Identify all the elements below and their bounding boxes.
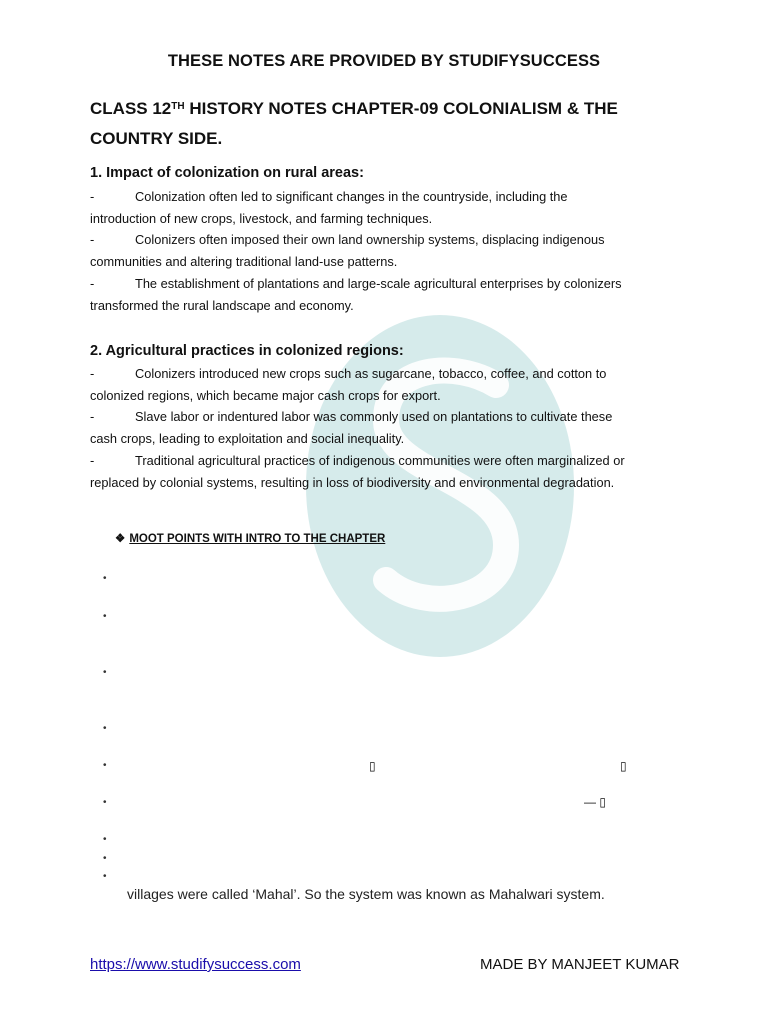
moot-points-label: MOOT POINTS WITH INTRO TO THE CHAPTER (129, 533, 386, 545)
chapter-title-line2: COUNTRY SIDE. (90, 129, 223, 148)
bullet-icon: • (103, 573, 107, 584)
dash-marker: - (90, 409, 95, 425)
dash-marker: - (90, 275, 95, 291)
section-1-body (90, 186, 690, 316)
chapter-title-sup: TH (171, 101, 185, 112)
section-2-line: - Slave labor or indentured labor was commonly used on plantations to cultivate these (90, 406, 690, 428)
dash-marker: - (90, 452, 95, 468)
mahalwari-sentence: villages were called ‘Mahal’. So the system was known as Mahalwari system. (127, 886, 605, 902)
section-1-line: communities and altering traditional land-use patterns. (90, 254, 398, 270)
moot-points-heading (115, 531, 385, 545)
section-2-heading: 2. Agricultural practices in colonized regions: (90, 343, 404, 359)
section-1-line: introduction of new crops, livestock, and farming techniques. (90, 210, 433, 226)
section-2-line: replaced by colonial systems, resulting in loss of biodiversity and environmental degradation. (90, 474, 615, 490)
section-1-line: - Colonizers often imposed their own land ownership systems, displacing indigenous (90, 229, 690, 251)
chapter-title-rest: HISTORY NOTES CHAPTER-09 COLONIALISM & THE (184, 99, 618, 118)
bullet-icon: • (103, 834, 107, 845)
bullet-icon: • (103, 797, 107, 808)
section-1-heading: 1. Impact of colonization on rural areas: (90, 165, 364, 181)
footer-website-link[interactable]: https://www.studifysuccess.com (90, 956, 301, 973)
section-1-line: - Colonization often led to significant changes in the countryside, including the (90, 186, 690, 208)
missing-glyph-box: ▯ (369, 759, 376, 773)
diamond-icon: ❖ (115, 533, 126, 545)
section-2-line: colonized regions, which became major cash crops for export. (90, 387, 441, 403)
section-2-line: - Colonizers introduced new crops such as sugarcane, tobacco, coffee, and cotton to (90, 363, 690, 385)
chapter-title-prefix: CLASS 12 (90, 99, 172, 118)
footer-author: MADE BY MANJEET KUMAR (480, 956, 680, 973)
bullet-icon: • (103, 853, 107, 864)
bullet-icon: • (103, 760, 107, 771)
bullet-icon: • (103, 871, 107, 882)
section-1-line: transformed the rural landscape and economy. (90, 297, 354, 313)
dash-marker: - (90, 366, 95, 381)
bullet-icon: • (103, 611, 107, 622)
bullet-icon: • (103, 723, 107, 734)
section-1-line: - The establishment of plantations and large-scale agricultural enterprises by colonizers (90, 273, 690, 295)
bullet-icon: • (103, 667, 107, 678)
chapter-title (90, 94, 690, 154)
doc-title: THESE NOTES ARE PROVIDED BY STUDIFYSUCCESS (167, 52, 601, 70)
section-2-body (90, 363, 690, 493)
missing-glyph-box: ▯ (620, 759, 627, 773)
dash-marker: - (90, 189, 95, 204)
dash-marker: - (90, 232, 95, 248)
section-2-line: - Traditional agricultural practices of indigenous communities were often marginalized or (90, 450, 690, 472)
dash-missing-glyph: — ▯ (584, 795, 606, 809)
section-2-line: cash crops, leading to exploitation and social inequality. (90, 431, 405, 447)
